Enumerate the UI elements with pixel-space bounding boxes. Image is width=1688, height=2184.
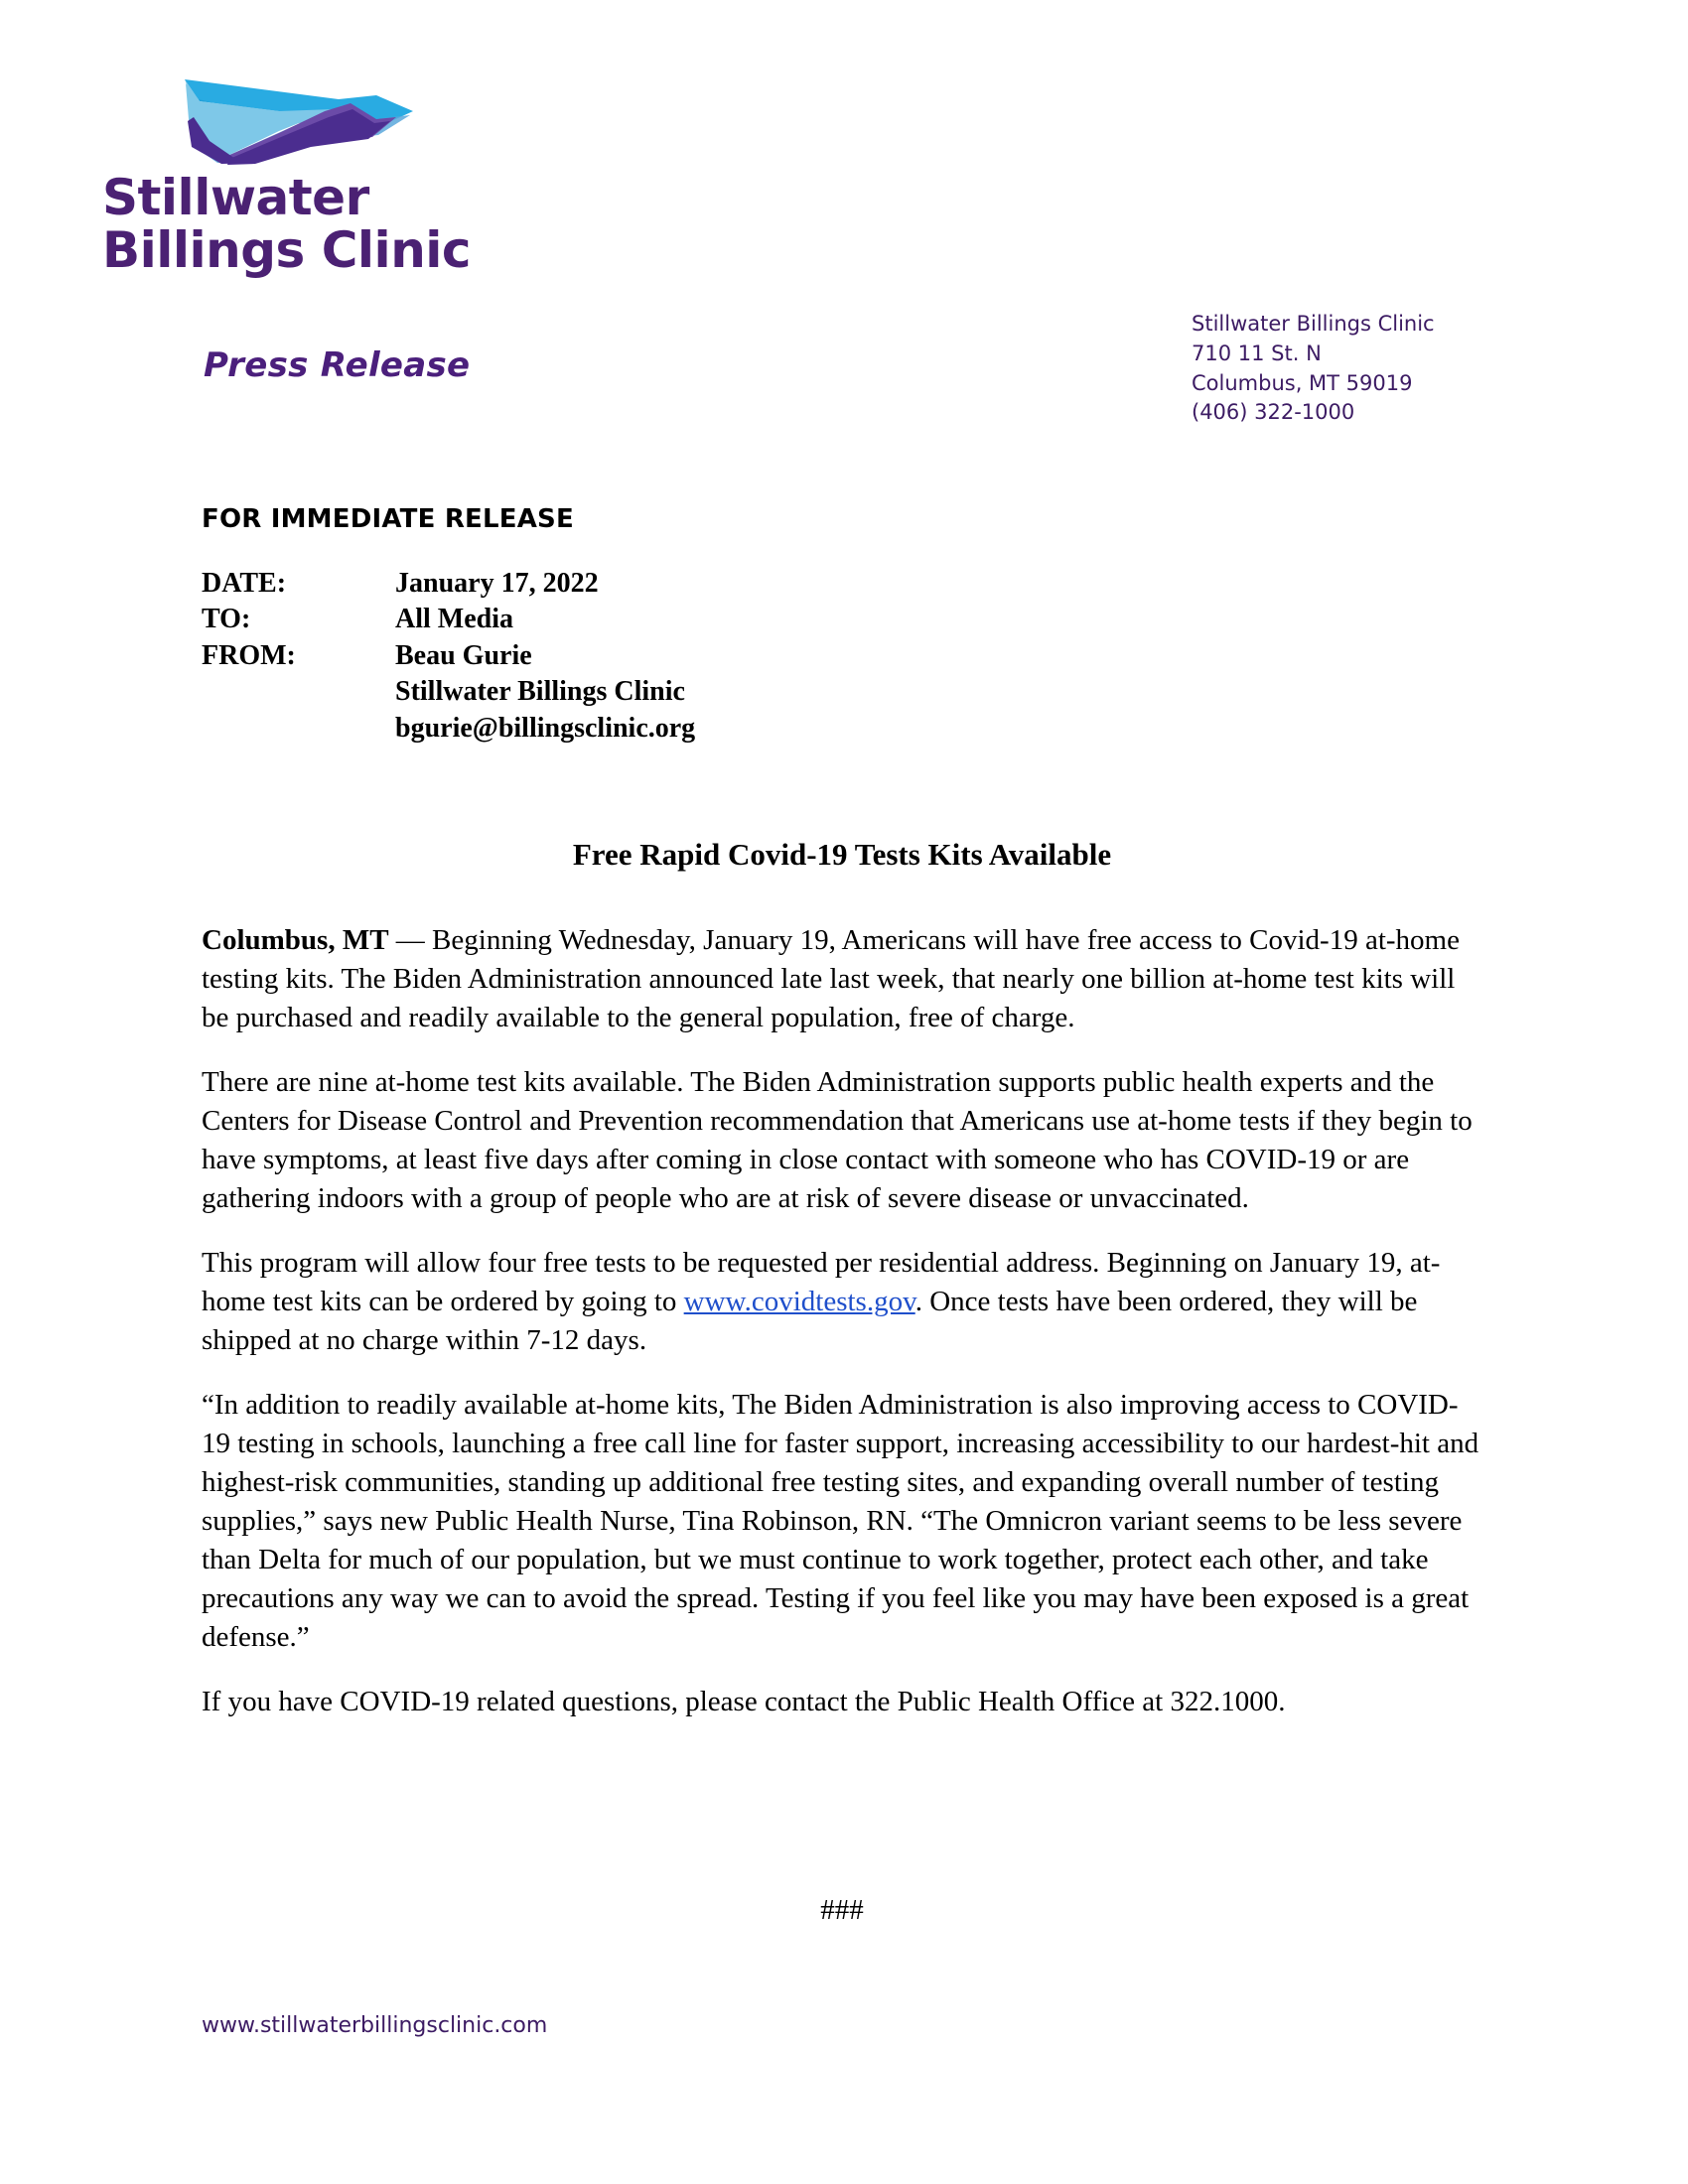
body-paragraph-3 [202,1244,1485,1360]
meta-row [202,602,695,637]
body-paragraph-3-after-link: . Once tests have been ordered, they will be shipped at no charge within 7-12 days. [202,1286,1418,1356]
contact-street: 710 11 St. N [1192,341,1322,365]
meta-label-from: FROM: [202,639,296,671]
meta-value-from-name: Beau Gurie [395,639,532,671]
meta-row [202,566,695,602]
release-body [202,921,1485,1721]
meta-row [202,638,695,674]
covidtests-gov-link[interactable]: www.covidtests.gov [683,1286,915,1317]
meta-label-blank [202,674,395,710]
footer-website-url: www.stillwaterbillingsclinic.com [202,2013,548,2038]
body-paragraph-2: There are nine at-home test kits available. The Biden Administration supports public health experts and the Centers for Disease Control and Prevention recommendation that Americans use at-home tests if they begin to have symptoms, at least five days after coming in close contact with someone who has COVID-19 or are gathering indoors with a group of people who are at risk of severe disease or unvaccinated. [202,1066,1473,1214]
press-release-tag: Press Release [204,345,471,385]
body-paragraph-3-before-link: This program will allow four free tests to be requested per residential address. Beginning on January 19, at-home test kits can be ordered by going to [202,1247,1441,1317]
contact-block [1192,310,1435,428]
meta-value-from-org: Stillwater Billings Clinic [395,676,685,708]
body-paragraph-5: If you have COVID-19 related questions, please contact the Public Health Office at 322.1000. [202,1686,1286,1717]
for-immediate-release-heading: FOR IMMEDIATE RELEASE [202,504,574,534]
clinic-logo [102,71,529,279]
body-paragraph-1-text: — Beginning Wednesday, January 19, Americans will have free access to Covid-19 at-home testing kits. The Biden Administration announced late last week, that nearly one billion at-home test kits will be purchased and readily available to the general population, free of charge. [202,924,1460,1033]
contact-city-state-zip: Columbus, MT 59019 [1192,370,1413,395]
meta-label-to: TO: [202,604,251,635]
meta-row [202,674,695,710]
meta-label-date: DATE: [202,568,287,599]
wave-swoosh-icon [130,71,428,169]
meta-row [202,711,695,747]
meta-value-from-email: bgurie@billingsclinic.org [395,712,696,744]
dateline-lead-in: Columbus, MT [202,924,389,956]
release-meta-block [202,566,695,747]
contact-phone: (406) 322-1000 [1192,400,1355,425]
meta-value-date: January 17, 2022 [395,568,599,599]
logo-wordmark-line1: Stillwater [102,169,369,226]
body-paragraph-1 [202,921,1485,1037]
meta-label-blank [202,711,395,747]
end-mark: ### [820,1894,864,1926]
logo-wordmark-line2: Billings Clinic [102,221,472,279]
meta-value-to: All Media [395,604,513,635]
body-paragraph-4-quote: “In addition to readily available at-home kits, The Biden Administration is also improving access to COVID-19 testing in schools, launching a free call line for faster support, increasing accessibility to our hardest-hit and highest-risk communities, standing up additional free testing sites, and expanding overall number of testing supplies,” says new Public Health Nurse, Tina Robinson, RN. “The Omnicron variant seems to be less severe than Delta for much of our population, but we must continue to work together, protect each other, and take precautions any way we can to avoid the spread. Testing if you feel like you may have been exposed is a great defense.” [202,1389,1479,1653]
contact-organization: Stillwater Billings Clinic [1192,312,1435,336]
page-title: Free Rapid Covid-19 Tests Kits Available [572,837,1112,872]
